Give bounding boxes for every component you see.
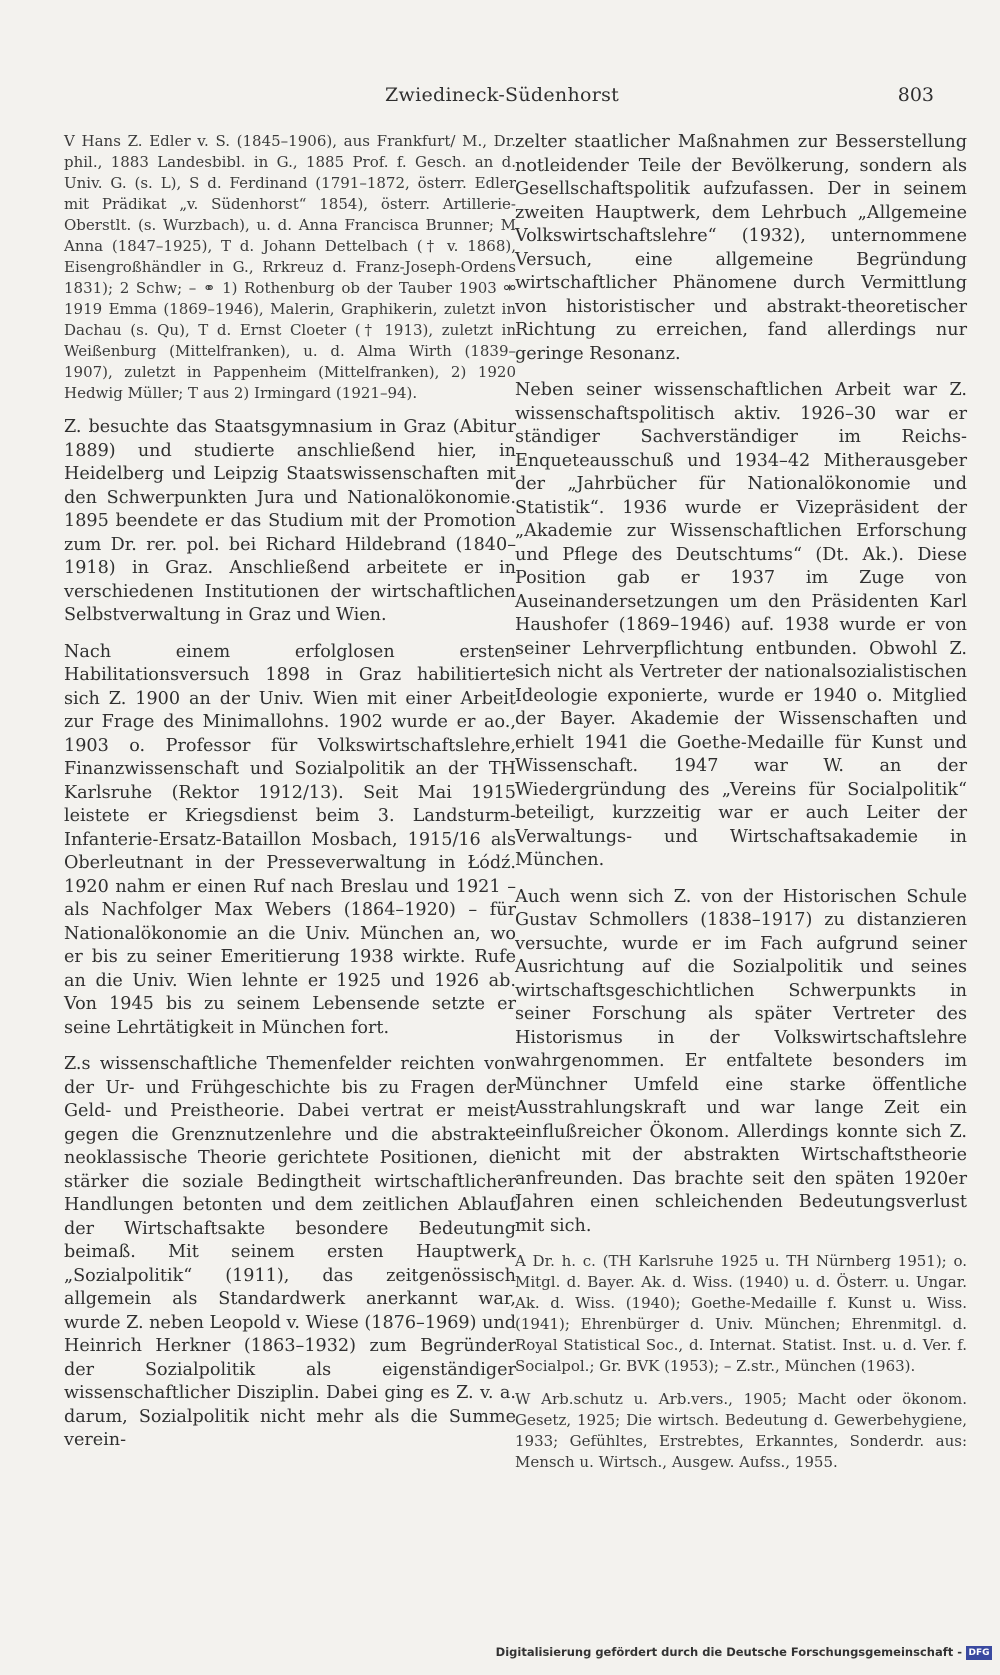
- works-paragraph: W Arb.schutz u. Arb.vers., 1905; Macht oder ökonom. Gesetz, 1925; Die wirtsch. Bedeutung d. Gewerbehygiene, 1933; Gefühltes, Erstrebtes, Erkanntes, Sonderdr. aus: Mensch u. Wirtsch., Ausgew. Aufss., 1955.: [515, 1390, 967, 1471]
- policy-paragraph: Neben seiner wissenschaftlichen Arbeit war Z. wissenschaftspolitisch aktiv. 1926–30 war er ständiger Sachverständiger im Reichs-Enqueteausschuß und 1934–42 Mitherausgeber der „Jahrbücher für Nationalökonomie und Statistik“. 1936 wurde er Vizepräsident der „Akademie zur Wissenschaftlichen Erforschung und Pflege des Deutschtums“ (Dt. Ak.). Diese Position gab er 1937 im Zuge von Auseinandersetzungen um den Präsidenten Karl Haushofer (1869–1946) auf. 1938 wurde er von seiner Lehrverpflichtung entbunden. Obwohl Z. sich nicht als Vertreter der nationalsozialistischen Ideologie exponierte, wurde er 1940 o. Mitglied der Bayer. Akademie der Wissenschaften und erhielt 1941 die Goethe-Medaille für Kunst und Wissenschaft. 1947 war W. an der Wiedergründung des „Vereins für Socialpolitik“ beteiligt, kurzzeitig war er auch Leiter der Verwaltungs- und Wirtschaftsakademie in München.: [515, 380, 967, 870]
- running-title: Zwiedineck-Südenhorst: [385, 84, 620, 106]
- dfg-logo-icon: DFG: [966, 1646, 992, 1660]
- education-paragraph: Z. besuchte das Staatsgymnasium in Graz (Abitur 1889) und studierte anschließend hier, in Heidelberg und Leipzig Staatswissenschaften mit den Schwerpunkten Jura und Nationalökonomie. 1895 beendete er das Studium mit der Promotion zum Dr. rer. pol. bei Richard Hildebrand (1840–1918) in Graz. Anschließend arbeitete er in verschiedenen Institutionen der wirtschaftlichen Selbstverwaltung in Graz und Wien.: [64, 417, 516, 625]
- research-paragraph: Z.s wissenschaftliche Themenfelder reichten von der Ur- und Frühgeschichte bis zu Fragen der Geld- und Preistheorie. Dabei vertrat er meist gegen die Grenznutzenlehre und die abstrakte neoklassische Theorie gerichtete Positionen, die stärker die soziale Bedingtheit wirtschaftlicher Handlungen betonten und dem zeitlichen Ablauf der Wirtschaftsakte besondere Bedeutung beimaß. Mit seinem ersten Hauptwerk „Sozialpolitik“ (1911), das zeitgenössisch allgemein als Standardwerk anerkannt war, wurde Z. neben Leopold v. Wiese (1876–1969) und Heinrich Herkner (1863–1932) zum Begründer der Sozialpolitik als eigenständiger wissenschaftlicher Disziplin. Dabei ging es Z. v. a. darum, Sozialpolitik nicht mehr als die Summe verein-: [64, 1054, 517, 1450]
- continuation-paragraph: zelter staatlicher Maßnahmen zur Besserstellung notleidender Teile der Bevölkerung, sondern als Gesellschaftspolitik aufzufassen. Der in seinem zweiten Hauptwerk, dem Lehrbuch „Allgemeine Volkswirtschaftslehre“ (1932), unternommene Versuch, eine allgemeine Begründung wirtschaftlicher Phänomene durch Vermittlung von historistischer und abstrakt-theoretischer Richtung zu erreichen, fand allerdings nur geringe Resonanz.: [515, 132, 967, 364]
- funding-note: Digitalisierung gefördert durch die Deutsche Forschungsgemeinschaft -: [495, 1645, 962, 1659]
- footer: [0, 1645, 1000, 1663]
- page-number: 803: [897, 84, 934, 106]
- career-paragraph: Nach einem erfolglosen ersten Habilitationsversuch 1898 in Graz habilitierte sich Z. 1900 an der Univ. Wien mit einer Arbeit zur Frage des Minimallohns. 1902 wurde er ao., 1903 o. Professor für Volkswirtschaftslehre, Finanzwissenschaft und Sozialpolitik an der TH Karlsruhe (Rektor 1912/13). Seit Mai 1915 leistete er Kriegsdienst beim 3. Landsturm-Infanterie-Ersatz-Bataillon Mosbach, 1915/16 als Oberleutnant in der Presseverwaltung in Łódź. 1920 nahm er einen Ruf nach Breslau und 1921 – als Nachfolger Max Webers (1864–1920) – für Nationalökonomie an die Univ. München an, wo er bis zu seiner Emeritierung 1938 wirkte. Rufe an die Univ. Wien lehnte er 1925 und 1926 ab. Von 1945 bis zu seinem Lebensende setzte er seine Lehrtätigkeit in München fort.: [64, 641, 516, 1038]
- awards-paragraph: A Dr. h. c. (TH Karlsruhe 1925 u. TH Nürnberg 1951); o. Mitgl. d. Bayer. Ak. d. Wiss. (1940) u. d. Österr. u. Ungar. Ak. d. Wiss. (1940); Goethe-Medaille f. Kunst u. Wiss. (1941); Ehrenbürger d. Univ. München; Ehrenmitgl. d. Royal Statistical Soc., d. Internat. Statist. Inst. u. d. Ver. f. Socialpol.; Gr. BVK (1953); – Z.str., München (1963).: [515, 1252, 967, 1375]
- left-column: [64, 131, 516, 1466]
- page-header: [0, 84, 1000, 114]
- legacy-paragraph: Auch wenn sich Z. von der Historischen Schule Gustav Schmollers (1838–1917) zu distanzieren versuchte, wurde er im Fach aufgrund seiner Ausrichtung auf die Sozialpolitik und seines wirtschaftsgeschichtlichen Schwerpunkts in seiner Forschung als später Vertreter des Historismus in der Volkswirtschaftslehre wahrgenommen. Er entfaltete besonders im Münchner Umfeld eine starke öffentliche Ausstrahlungskraft und war lange Zeit ein einflußreicher Ökonom. Allerdings konnte sich Z. nicht mit der abstrakten Wirtschaftstheorie anfreunden. Das brachte seit den späten 1920er Jahren einen schleichenden Bedeutungsverlust mit sich.: [515, 886, 967, 1236]
- right-column: [515, 131, 967, 1485]
- genealogy-paragraph: V Hans Z. Edler v. S. (1845–1906), aus Frankfurt/ M., Dr. phil., 1883 Landesbibl. in G., 1885 Prof. f. Gesch. an d. Univ. G. (s. L), S d. Ferdinand (1791–1872, österr. Edler mit Prädikat „v. Südenhorst“ 1854), österr. Artillerie-Oberstlt. (s. Wurzbach), u. d. Anna Francisca Brunner; M Anna (1847–1925), T d. Johann Dettelbach († v. 1868), Eisengroßhändler in G., Rrkreuz d. Franz-Joseph-Ordens 1831); 2 Schw; – ⚭ 1) Rothenburg ob der Tauber 1903 ⚮ 1919 Emma (1869–1946), Malerin, Graphikerin, zuletzt in Dachau (s. Qu), T d. Ernst Cloeter († 1913), zuletzt in Weißenburg (Mittelfranken), u. d. Alma Wirth (1839–1907), zuletzt in Pappenheim (Mittelfranken), 2) 1920 Hedwig Müller; T aus 2) Irmingard (1921–94).: [64, 132, 516, 402]
